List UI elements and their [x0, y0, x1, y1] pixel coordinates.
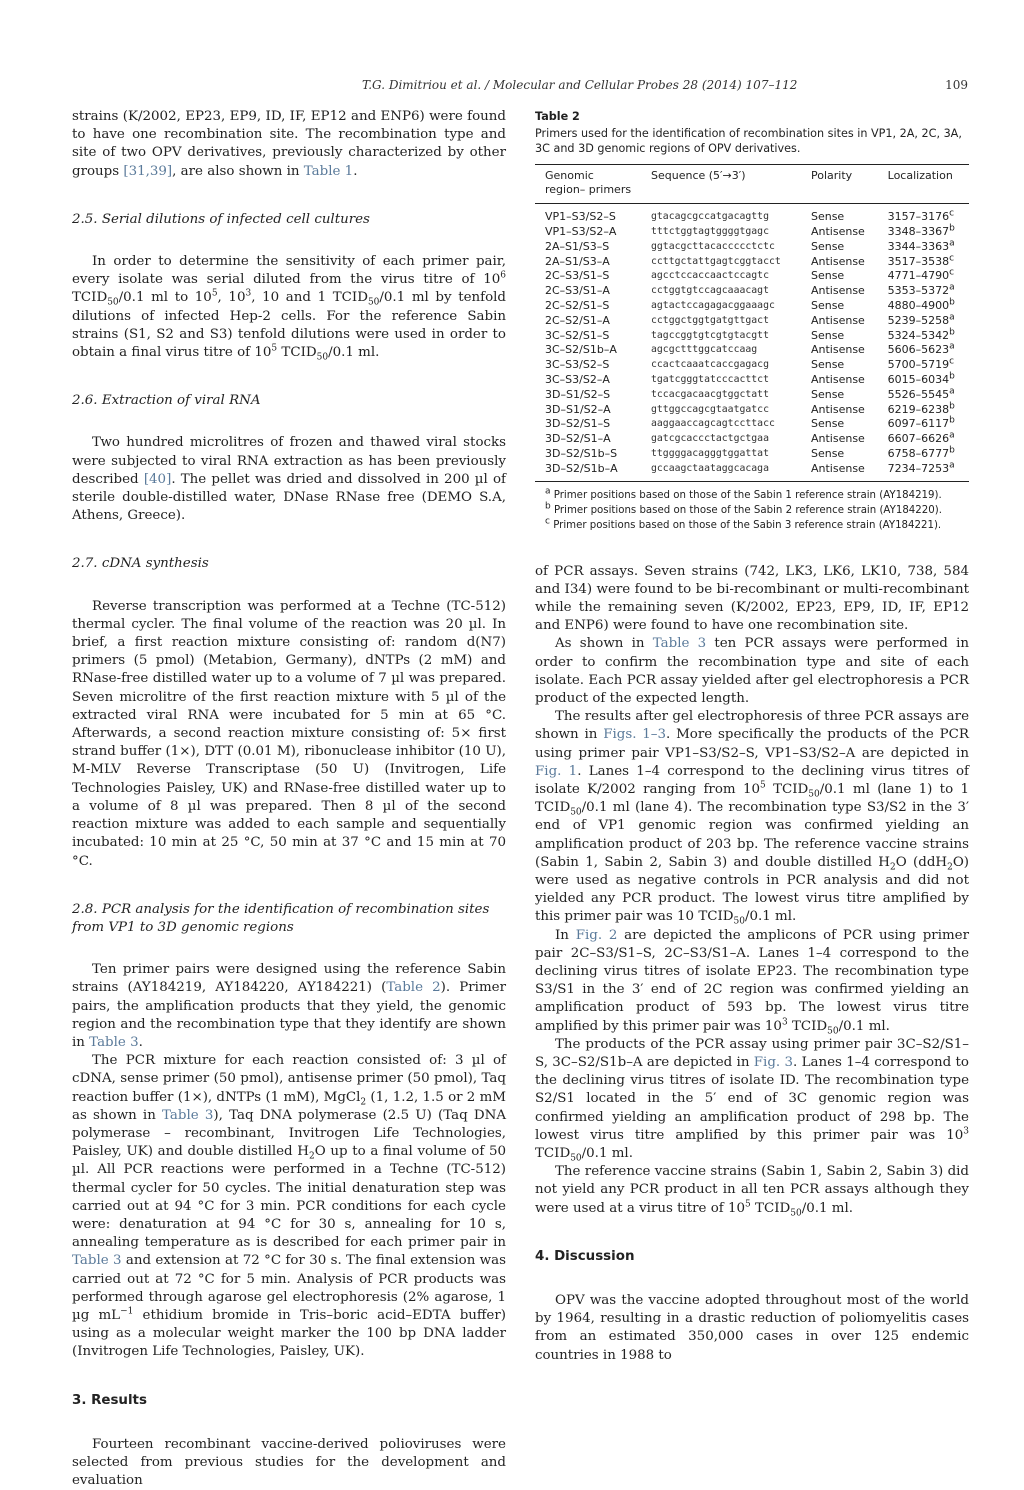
- table-row: [535, 358, 969, 373]
- sequence-cell: agcgctttggcatccaag: [651, 344, 758, 356]
- footnote-mark: a: [949, 341, 955, 352]
- footnote-mark: b: [949, 223, 955, 234]
- paragraph: The PCR mixture for each reaction consisted of: 3 µl of cDNA, sense primer (50 pmol), antisense primer (50 pmol), Taq reaction buffer (1×), dNTPs (1 mM), MgCl$_2$ (1, 1.2, 1.5 or 2 mM as shown in Table 3), Taq DNA polymerase (2.5 U) (Taq DNA polymerase – recombinant, Invitrogen Life Technologies, Paisley, UK) and double distilled $H_2O$ up to a final volume of 50 µl. All PCR reactions were performed in a Techne (TC-512) thermal cycler for 50 cycles. The initial denaturation step was carried out at 94 °C for 3 min. PCR conditions for each cycle were: denaturation at 94 °C for 30 s, annealing for 10 s, annealing temperature as is described for each primer pair in Table 3 and extension at 72 °C for 30 s. The final extension was carried out at 72 °C for 5 min. Analysis of PCR products was performed through agarose gel electrophoresis (2% agarose, 1 µg $mL^{-1}$ ethidium bromide in Tris–boric acid–EDTA buffer) using as a molecular weight marker the 100 bp DNA ladder (Invitrogen Life Technologies, Paisley, UK).: [72, 1053, 507, 1360]
- column-header: Localization: [878, 165, 969, 204]
- localization-cell: 6219–6238$^b$: [887, 400, 955, 416]
- localization-cell: 5239–5258$^a$: [887, 312, 955, 327]
- paragraph: Ten primer pairs were designed using the reference Sabin strains (AY184219, AY184220, AY184221) (Table 2). Primer pairs, the amplification products that they yield, the genomic region and the recombination type that they identify are shown in Table 3.: [72, 962, 506, 1050]
- primer-name-cell: 3C–S3/S2–A: [545, 372, 610, 386]
- table-caption: Primers used for the identification of recombination sites in VP1, 2A, 2C, 3A, 3C and 3D genomic regions of OPV derivatives.: [535, 127, 962, 156]
- table-row: [535, 204, 969, 225]
- table-row: [535, 417, 969, 432]
- table-row: [535, 447, 969, 462]
- table-footnotes: [535, 488, 969, 533]
- section-heading-2-8: 2.8. PCR analysis for the identification of recombination sites from VP1 to 3D genomic regions: [72, 901, 490, 935]
- polarity-cell: Antisense: [810, 372, 865, 386]
- footnote-mark: c: [949, 252, 955, 263]
- footnote-mark: a: [949, 460, 955, 471]
- footnote: $^c$ Primer positions based on those of the Sabin 3 reference strain (AY184221).: [545, 516, 942, 531]
- paragraph: Fourteen recombinant vaccine-derived polioviruses were selected from previous studies for the development and evaluation: [72, 1436, 506, 1489]
- sequence-cell: ccactcaaatcaccgagacg: [651, 359, 769, 371]
- figure-link[interactable]: Fig. 1: [535, 763, 578, 779]
- primer-name-cell: 2C–S3/S1–A: [545, 284, 610, 298]
- primer-name-cell: 3D–S2/S1–S: [545, 417, 611, 431]
- sequence-cell: ccttgctattgagtcggtacct: [651, 255, 781, 267]
- polarity-cell: Antisense: [810, 402, 865, 416]
- right-column: [535, 108, 969, 1365]
- localization-cell: 6015–6034$^b$: [887, 371, 955, 386]
- table-header-row: [535, 165, 969, 204]
- footnote: $^a$ Primer positions based on those of the Sabin 1 reference strain (AY184219).: [545, 486, 942, 501]
- primer-name-cell: 3D–S2/S1b–A: [535, 462, 641, 481]
- table-row: [535, 343, 969, 358]
- figure-link[interactable]: Figs. 1–3: [603, 727, 667, 743]
- footnote-mark: c: [949, 356, 955, 367]
- polarity-cell: Sense: [810, 298, 845, 312]
- table-row: [535, 269, 969, 284]
- polarity-cell: Sense: [810, 269, 845, 283]
- polarity-cell: Antisense: [810, 432, 865, 446]
- footnote-mark: a: [949, 430, 955, 441]
- paragraph: As shown in Table 3 ten PCR assays were performed in order to confirm the recombination type and site of each isolate. Each PCR assay yielded after gel electrophoresis a PCR product of the expected length.: [535, 636, 969, 706]
- table-row: [535, 225, 969, 240]
- localization-cell: 5700–5719$^c$: [887, 356, 955, 372]
- figure-link[interactable]: Fig. 2: [575, 927, 618, 943]
- table-row: [535, 255, 969, 270]
- sequence-cell: tagccggtgtcgtgtacgtt: [651, 329, 769, 341]
- localization-cell: 4771–4790$^c$: [887, 267, 955, 283]
- citation-link[interactable]: [31,39]: [123, 163, 173, 179]
- polarity-cell: Antisense: [801, 462, 878, 481]
- footnote-mark: b: [949, 415, 955, 426]
- section-heading-discussion: 4. Discussion: [535, 1248, 635, 1264]
- table-row: [535, 299, 969, 314]
- table-row: [535, 388, 969, 403]
- sequence-cell: tttctggtagtggggtgagc: [651, 226, 769, 237]
- table-body: [535, 204, 969, 481]
- table-row: [535, 314, 969, 329]
- paragraph: In order to determine the sensitivity of each primer pair, every isolate was serial diluted from the virus titre of $10^6$ $TCID_{50}/0.1$ ml to $10^5$, $10^3$, 10 and 1 $TCID_{50}/0.1$ ml by tenfold dilutions of infected Hep-2 cells. For the reference Sabin strains (S1, S2 and S3) tenfold dilutions were used in order to obtain a final virus titre of $10^5$ $TCID_{50}/0.1$ ml.: [72, 254, 506, 363]
- localization-cell: 5353–5372$^a$: [887, 282, 955, 298]
- table-row: [535, 329, 969, 344]
- figure-link[interactable]: Fig. 3: [753, 1055, 794, 1071]
- table-link[interactable]: Table 3: [652, 636, 707, 652]
- table-row: [535, 432, 969, 447]
- footnote-mark: a: [949, 386, 955, 397]
- table-link[interactable]: Table 1: [303, 163, 354, 179]
- sequence-cell: ttggggacagggtggattat: [651, 447, 769, 459]
- polarity-cell: Antisense: [810, 225, 865, 238]
- table-row: [535, 462, 969, 481]
- table-row: [535, 403, 969, 418]
- table-row: [535, 240, 969, 255]
- polarity-cell: Sense: [810, 387, 845, 401]
- citation-link[interactable]: [40]: [143, 471, 172, 487]
- sequence-cell: aaggaaccagcagtccttacc: [651, 418, 775, 430]
- primer-name-cell: 3C–S3/S2–S: [545, 358, 610, 372]
- localization-cell: 3157–3176$^c$: [887, 208, 955, 224]
- sequence-cell: agtactccagagacggaaagc: [651, 299, 775, 311]
- paragraph: Reverse transcription was performed at a Techne (TC-512) thermal cycler. The final volume of the reaction was 20 µl. In brief, a first reaction mixture consisting of: random d(N7) primers (5 pmol) (Metabion, Germany), dNTPs (2 mM) and RNase-free distilled water up to a volume of 7 µl was prepared. Seven microlitre of the first reaction mixture with 5 µl of the extracted viral RNA were incubated for 5 min at 65 °C. Afterwards, a second reaction mixture consisting of: 5× first strand buffer (1×), DTT (0.01 M), ribonuclease inhibitor (10 U), M-MLV Reverse Transcriptase (50 U) (Invitrogen, Life Technologies Paisley, UK) and RNase-free distilled water up to a volume of 8 µl was prepared. Then 8 µl of the second reaction mixture was added to each sample and sequentially incubated: 10 min at 25 °C, 50 min at 37 °C and 15 min at 70 °C.: [72, 598, 506, 869]
- table-label: Table 2: [535, 110, 580, 123]
- paragraph: strains (K/2002, EP23, EP9, ID, IF, EP12 and ENP6) were found to have one recombination site. The recombination type and site of two OPV derivatives, previously characterized by other groups [31,39], are also shown in Table 1.: [72, 109, 506, 179]
- primer-name-cell: 3C–S2/S1–S: [545, 328, 610, 342]
- primer-name-cell: 3D–S1/S2–A: [545, 402, 611, 416]
- running-header: [72, 78, 968, 98]
- primer-name-cell: 2C–S2/S1–S: [545, 298, 610, 312]
- primer-name-cell: VP1–S3/S2–S: [545, 210, 616, 224]
- footnote-mark: b: [949, 326, 955, 337]
- localization-cell: 5606–5623$^a$: [887, 341, 955, 357]
- polarity-cell: Sense: [810, 417, 845, 431]
- section-heading-2-5: 2.5. Serial dilutions of infected cell cultures: [72, 211, 370, 227]
- localization-cell: 6758–6777$^b$: [887, 445, 955, 460]
- column-header: Genomic region– primers: [535, 165, 641, 204]
- paragraph: The reference vaccine strains (Sabin 1, Sabin 2, Sabin 3) did not yield any PCR product in all ten PCR assays although they were used at a virus titre of $10^5$ $TCID_{50}/0.1$ ml.: [535, 1164, 969, 1219]
- paragraph: The results after gel electrophoresis of three PCR assays are shown in Figs. 1–3. More specifically the products of the PCR using primer pair VP1–S3/S2–S, VP1–S3/S2–A are depicted in Fig. 1. Lanes 1–4 correspond to the declining virus titres of isolate K/2002 ranging from $10^5$ $TCID_{50}/0.1$ ml (lane 1) to 1 $TCID_{50}/0.1$ ml (lane 4). The recombination type S3/S2 in the 3′ end of VP1 genomic region was confirmed yielding an amplification product of 203 bp. The reference vaccine strains (Sabin 1, Sabin 2, Sabin 3) and double distilled $H_2O$ (ddH$_2$O) were used as negative controls in PCR analysis and did not yielded any PCR product. The lowest virus titre amplified by this primer pair was 10 $TCID_{50}/0.1$ ml.: [535, 709, 970, 928]
- paragraph: In Fig. 2 are depicted the amplicons of PCR using primer pair 2C–S3/S1–S, 2C–S3/S1–A. Lanes 1–4 correspond to the declining virus titres of isolate EP23. The recombination type S3/S1 in the 3′ end of 2C region was confirmed yielding an amplification product of 593 bp. The lowest virus titre amplified by this primer pair was $10^3$ $TCID_{50}/0.1$ ml.: [535, 927, 969, 1037]
- footnote-mark: a: [949, 282, 955, 293]
- localization-cell: 3348–3367$^b$: [887, 223, 955, 238]
- polarity-cell: Sense: [810, 446, 845, 460]
- page-number: 109: [945, 78, 968, 92]
- journal-citation: T.G. Dimitriou et al. / Molecular and Cellular Probes 28 (2014) 107–112: [362, 78, 798, 92]
- sequence-cell: gttggccagcgtaatgatcc: [651, 403, 769, 415]
- footnote-mark: b: [949, 371, 955, 382]
- localization-cell: 3344–3363$^a$: [887, 238, 955, 253]
- primer-name-cell: 3D–S2/S1–A: [545, 432, 611, 446]
- table-link[interactable]: Table 3: [89, 1034, 139, 1050]
- footnote-mark: b: [949, 445, 955, 456]
- footnote-mark: a: [949, 238, 955, 249]
- sequence-cell: ggtacgcttacaccccctctc: [651, 240, 775, 252]
- primer-name-cell: 2C–S2/S1–A: [545, 313, 610, 327]
- polarity-cell: Sense: [810, 328, 845, 342]
- polarity-cell: Antisense: [810, 284, 865, 298]
- polarity-cell: Antisense: [810, 313, 865, 327]
- localization-cell: 3517–3538$^c$: [887, 252, 955, 268]
- polarity-cell: Antisense: [810, 254, 865, 268]
- primer-name-cell: 3D–S2/S1b–S: [545, 446, 618, 460]
- primer-name-cell: 2C–S3/S1–S: [545, 269, 610, 283]
- polarity-cell: Sense: [810, 358, 845, 372]
- sequence-cell: tgatcgggtatcccacttct: [651, 373, 769, 385]
- primer-name-cell: 2A–S1/S3–A: [545, 254, 610, 268]
- sequence-cell: cctggctggtgatgttgact: [651, 314, 769, 326]
- footnote-mark: c: [949, 208, 955, 219]
- column-header: Polarity: [801, 165, 878, 204]
- localization-cell: 5324–5342$^b$: [887, 326, 955, 342]
- paragraph: The products of the PCR assay using primer pair 3C–S2/S1–S, 3C–S2/S1b–A are depicted in Fig. 3. Lanes 1–4 correspond to the declining virus titres of isolate ID. The recombination type S2/S1 located in the 5′ end of 3C genomic region was confirmed yielding an amplification product of 298 bp. The lowest virus titre amplified by this primer pair was $10^3$ $TCID_{50}/0.1$ ml.: [535, 1036, 969, 1164]
- primer-name-cell: VP1–S3/S2–A: [545, 225, 617, 238]
- primer-name-cell: 3D–S1/S2–S: [545, 387, 611, 401]
- polarity-cell: Sense: [810, 239, 845, 253]
- sequence-cell: tccacgacaacgtggctatt: [651, 388, 769, 400]
- footnote-mark: b: [949, 400, 955, 411]
- footnote-mark: c: [949, 267, 955, 278]
- sequence-cell: agcctccaccaactccagtc: [651, 270, 769, 282]
- localization-cell: 6097–6117$^b$: [887, 415, 955, 431]
- localization-cell: 7234–7253$^a$: [878, 462, 969, 481]
- localization-cell: 4880–4900$^b$: [887, 297, 955, 312]
- localization-cell: 6607–6626$^a$: [887, 430, 955, 446]
- footnote: $^b$ Primer positions based on those of the Sabin 2 reference strain (AY184220).: [545, 501, 942, 516]
- footnote-mark: a: [949, 312, 955, 323]
- sequence-cell: gccaagctaataggcacaga: [641, 462, 801, 481]
- left-column: [72, 108, 506, 1490]
- sequence-cell: gtacagcgccatgacagttg: [651, 211, 769, 223]
- paragraph: OPV was the vaccine adopted throughout most of the world by 1964, resulting in a drastic reduction of poliomyelitis cases from an estimated 350,000 cases in over 125 endemic countries in 1988 to: [535, 1293, 969, 1363]
- section-heading-2-7: 2.7. cDNA synthesis: [72, 556, 209, 572]
- table-link[interactable]: Table 3: [72, 1253, 122, 1269]
- footnote-mark: b: [949, 297, 955, 308]
- table-link[interactable]: Table 2: [386, 980, 441, 996]
- sequence-cell: gatcgcaccctactgctgaa: [651, 433, 769, 445]
- section-heading-results: 3. Results: [72, 1392, 147, 1408]
- column-header: Sequence (5′→3′): [641, 165, 801, 204]
- table-row: [535, 284, 969, 299]
- sequence-cell: cctggtgtccagcaaacagt: [651, 285, 769, 297]
- paragraph: Two hundred microlitres of frozen and thawed viral stocks were subjected to viral RNA extraction as has been previously described [40]. The pellet was dried and dissolved in 200 µl of sterile double-distilled water, DNase RNase free (DEMO S.A, Athens, Greece).: [72, 435, 506, 524]
- paragraph: of PCR assays. Seven strains (742, LK3, LK6, LK10, 738, 584 and I34) were found to be bi-recombinant or multi-recombinant while the remaining seven (K/2002, EP23, EP9, ID, IF, EP12 and ENP6) were found to have one recombination site.: [535, 563, 969, 634]
- primers-table: [535, 164, 969, 481]
- polarity-cell: Sense: [810, 210, 845, 224]
- primer-name-cell: 2A–S1/S3–S: [545, 239, 610, 253]
- primer-name-cell: 3C–S2/S1b–A: [545, 343, 617, 357]
- polarity-cell: Antisense: [810, 343, 865, 357]
- table-row: [535, 373, 969, 388]
- section-heading-2-6: 2.6. Extraction of viral RNA: [72, 393, 261, 409]
- table-link[interactable]: Table 3: [162, 1107, 214, 1123]
- localization-cell: 5526–5545$^a$: [887, 386, 955, 401]
